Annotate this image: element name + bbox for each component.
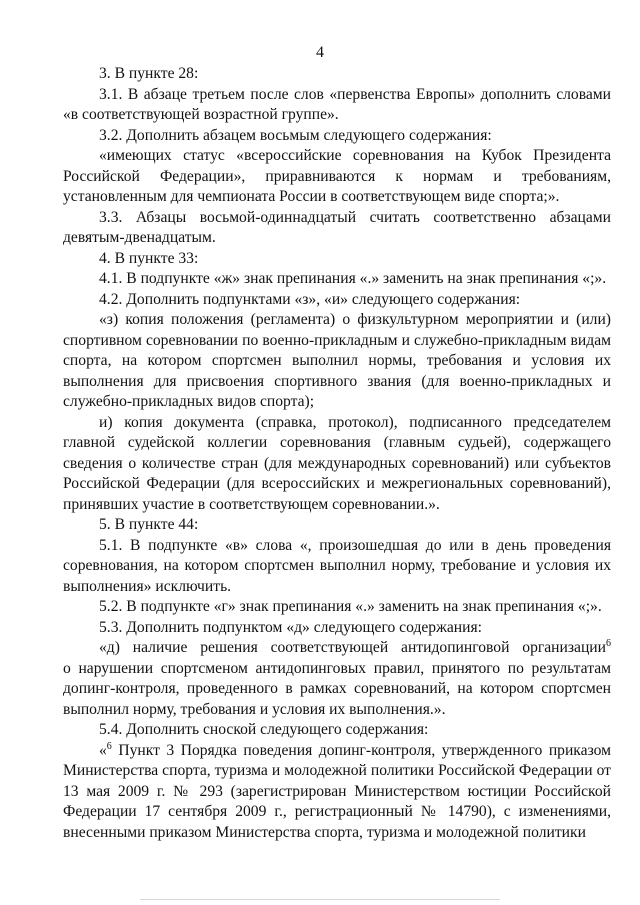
- paragraph-3-3: 3.3. Абзацы восьмой-одиннадцатый считать соответственно абзацами девятым-двенадцатым.: [63, 208, 611, 246]
- scan-edge-line: [140, 899, 500, 900]
- page-number: 4: [316, 44, 324, 61]
- subparagraph-i: и) копия документа (справка, протокол), подписанного председателем главной судейской коллегии соревнования (главным судьей), содержащего сведения о количестве стран (для международных соревнований) или субъектов Российской Федерации (для всероссийских и межрегиональных соревнований), принявших участие в соответствующем соревновании.».: [63, 413, 611, 513]
- footnote-open-quote: «: [99, 741, 107, 759]
- paragraph-5-4: 5.4. Дополнить сноской следующего содержания:: [99, 721, 429, 738]
- paragraph-4-1: 4.1. В подпункте «ж» знак препинания «.» заменить на знак препинания «;».: [99, 270, 607, 287]
- paragraph-4: 4. В пункте 33:: [99, 249, 199, 267]
- paragraph-3-2: 3.2. Дополнить абзацем восьмым следующего содержания:: [99, 126, 492, 144]
- paragraph-5: 5. В пункте 44:: [99, 516, 199, 533]
- subparagraph-d-continuation: о нарушении спортсменом антидопинговых правил, принятого по результатам допинг-контроля, проведенного в рамках соревнований, на котором спортсмен выполнил норму, требования и условия их выполнения.».: [63, 659, 611, 718]
- footnote-mark: 6: [106, 740, 112, 752]
- subparagraph-z: «з) копия положения (регламента) о физкультурном мероприятии и (или) спортивном соревновании по военно-прикладным и служебно-прикладным видам спорта, на котором спортсмен выполнил нормы, требования и условия их выполнения для присвоения спортивного звания (для военно-прикладных и служебно-прикладных видов спорта);: [63, 311, 611, 410]
- paragraph-3-2-text: «имеющих статус «всероссийские соревнования на Кубок Президента Российской Федерации», приравниваются к нормам и требованиям, установленным для чемпионата России в соответствующем виде спорта;».: [63, 147, 611, 205]
- subparagraph-d-line: [63, 638, 611, 659]
- paragraph-5-3: 5.3. Дополнить подпунктом «д» следующего содержания:: [99, 618, 482, 636]
- footnote-body: Пункт 3 Порядка поведения допинг-контроля, утвержденного приказом Министерства спорта, туризма и молодежной политики Российской Федерации от 13 мая 2009 г. № 293 (зарегистрирован Министерством юстиции Российской Федерации 17 сентября 2009 г., регистрационный № 14790), с изменениями, внесенными приказом Министерства спорта, туризма и молодежной политики: [63, 741, 612, 841]
- document-body: [63, 64, 611, 843]
- paragraph-5-1: 5.1. В подпункте «в» слова «, произошедшая до или в день проведения соревнования, на котором спортсмен выполнил норму, требование и условия их выполнения» исключить.: [63, 536, 611, 595]
- paragraph-3: 3. В пункте 28:: [99, 65, 199, 82]
- paragraph-4-2: 4.2. Дополнить подпунктами «з», «и» следующего содержания:: [99, 290, 521, 308]
- paragraph-3-1: 3.1. В абзаце третьем после слов «первенства Европы» дополнить словами «в соответствующей возрастной группе».: [63, 85, 611, 123]
- footnote-text: [63, 741, 611, 844]
- footnote-reference: 6: [606, 637, 611, 649]
- subparagraph-d-text: «д) наличие решения соответствующей антидопинговой организации: [99, 639, 606, 656]
- paragraph-5-2: 5.2. В подпункте «г» знак препинания «.» заменить на знак препинания «;».: [99, 598, 602, 615]
